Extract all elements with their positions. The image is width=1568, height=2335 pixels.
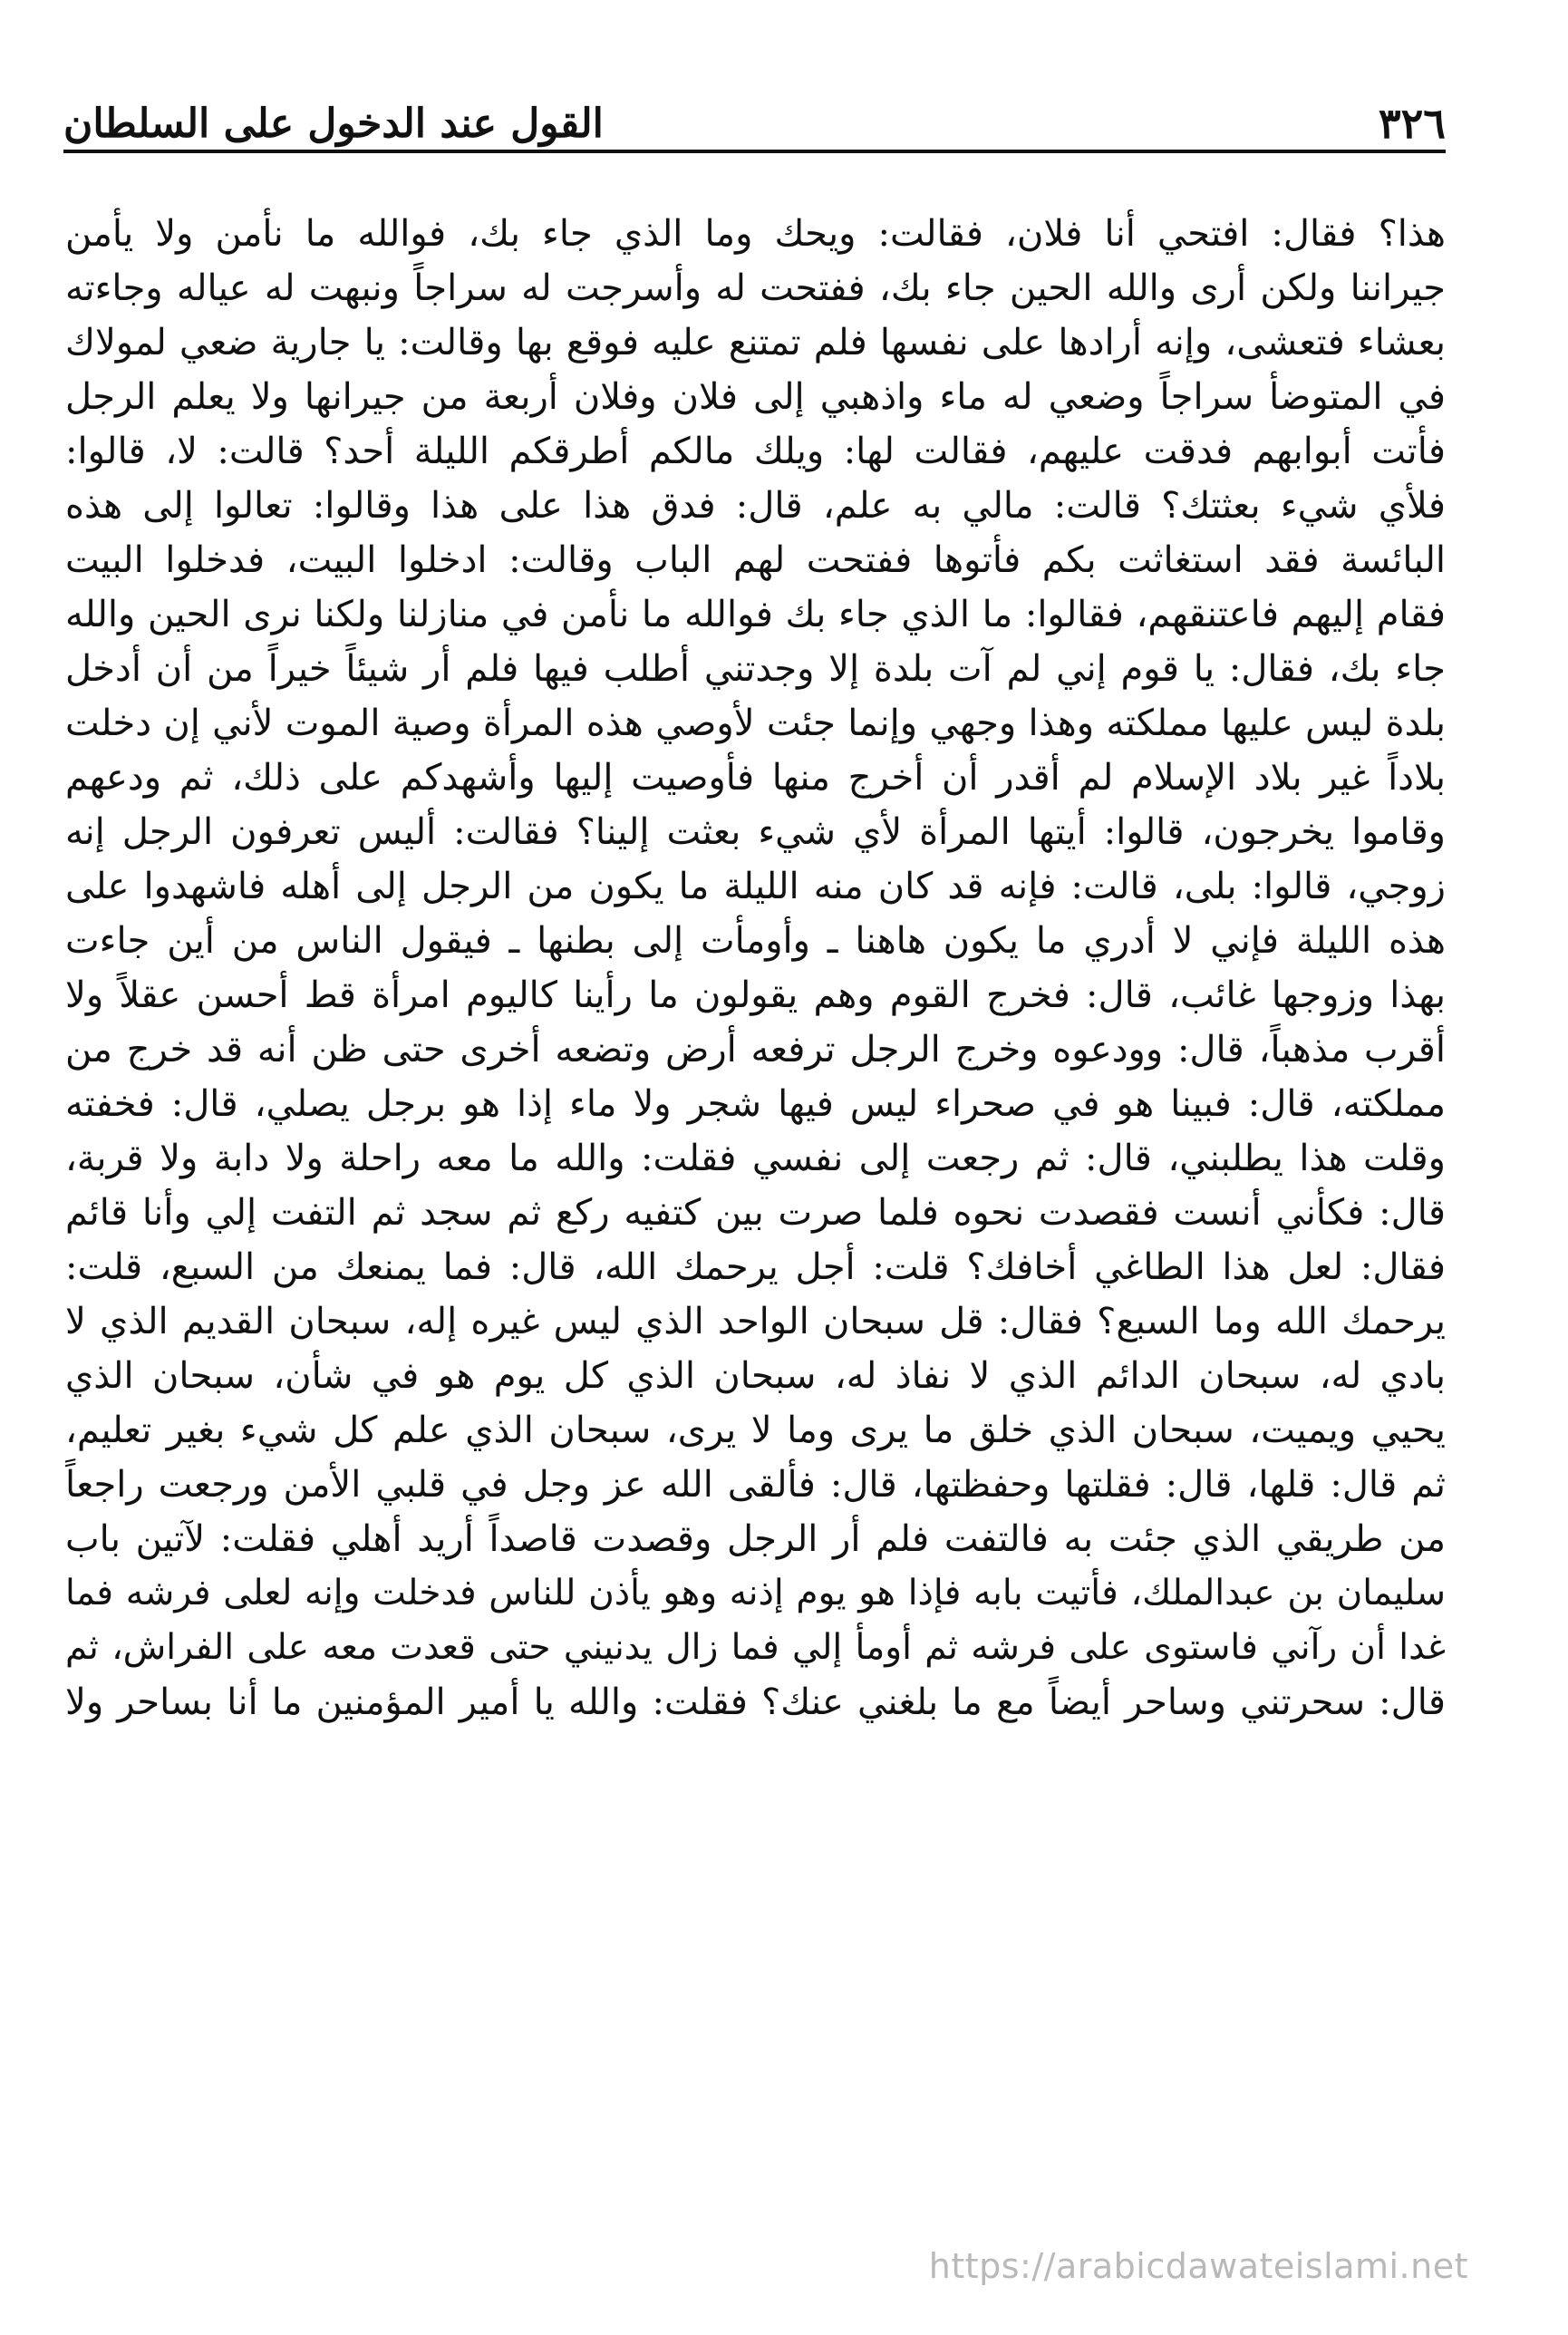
running-title: القول عند الدخول على السلطان <box>63 101 604 147</box>
text-line: مملكته، قال: فبينا هو في صحراء ليس فيها شجر ولا ماء إذا هو برجل يصلي، قال: فخفته <box>65 1083 1446 1125</box>
text-line: يحيي ويميت، سبحان الذي خلق ما يرى وما لا يرى، سبحان الذي علم كل شيء بغير تعليم، <box>65 1410 1446 1451</box>
text-line: يرحمك الله وما السبع؟ فقال: قل سبحان الواحد الذي ليس غيره إله، سبحان القديم الذي لا <box>65 1301 1446 1342</box>
text-line: بلدة ليس عليها مملكته وهذا وجهي وإنما جئت لأوصي هذه المرأة وصية الموت لأني إن دخلت <box>65 702 1446 744</box>
text-line: ثم قال: قلها، قال: فقلتها وحفظتها، قال: فألقى الله عز وجل في قلبي الأمن ورجعت راجعاً <box>65 1464 1446 1506</box>
text-line: فلأي شيء بعثتك؟ قالت: مالي به علم، قال: فدق هذا على هذا وقالوا: تعالوا إلى هذه <box>65 485 1446 527</box>
text-line: من طريقي الذي جئت به فالتفت فلم أر الرجل وقصدت قاصداً أريد أهلي فقلت: لآتين باب <box>65 1518 1446 1560</box>
text-line: سليمان بن عبدالملك، فأتيت بابه فإذا هو يوم إذنه وهو يأذن للناس فدخلت وإنه لعلى فرشه فما <box>65 1573 1446 1613</box>
text-line: هذا؟ فقال: افتحي أنا فلان، فقالت: ويحك وما الذي جاء بك، فوالله ما نأمن ولا يأمن <box>65 213 1446 255</box>
text-line: وقاموا يخرجون، قالوا: أيتها المرأة لأي شيء بعثت إلينا؟ فقالت: أليس تعرفون الرجل إنه <box>65 811 1446 853</box>
text-line: بعشاء فتعشى، وإنه أرادها على نفسها فلم تمتنع عليه فوقع بها وقالت: يا جارية ضعي لمولاك <box>65 322 1446 363</box>
text-line: بادي له، سبحان الدائم الذي لا نفاذ له، سبحان الذي كل يوم هو في شأن، سبحان الذي <box>65 1355 1446 1397</box>
text-line: جاء بك، فقال: يا قوم إني لم آت بلدة إلا وجدتني أطلب فيها فلم أر شيئاً خيراً من أن أدخل <box>65 648 1446 690</box>
text-line: قال: فكأني أنست فقصدت نحوه فلما صرت بين كتفيه ركع ثم سجد ثم التفت إلي وأنا قائم <box>65 1192 1446 1234</box>
text-line: بهذا وزوجها غائب، قال: فخرج القوم وهم يقولون ما رأينا كاليوم امرأة قط أحسن عقلاً ولا <box>65 974 1446 1016</box>
page-number: ٣٢٦ <box>1378 99 1446 148</box>
text-line: بلاداً غير بلاد الإسلام لم أقدر أن أخرج منها فأوصيت إليها وأشهدكم على ذلك، ثم ودعهم <box>65 757 1446 799</box>
text-line: هذه الليلة فإني لا أدري ما يكون هاهنا ـ وأومأت إلى بطنها ـ فيقول الناس من أين جاءت <box>65 920 1446 962</box>
body-text <box>65 207 1446 1729</box>
text-line: في المتوضأ سراجاً وضعي له ماء واذهبي إلى فلان وفلان أربعة من جيرانها ولا يعلم الرجل <box>65 376 1446 418</box>
text-line: وقلت هذا يطلبني، قال: ثم رجعت إلى نفسي فقلت: والله ما معه راحلة ولا دابة ولا قربة، <box>65 1138 1446 1179</box>
text-line: البائسة فقد استغاثت بكم فأتوها ففتحت لهم الباب وقالت: ادخلوا البيت، فدخلوا البيت <box>65 539 1446 581</box>
text-line: فقال: لعل هذا الطاغي أخافك؟ قلت: أجل يرحمك الله، قال: فما يمنعك من السبع، قلت: <box>65 1246 1446 1288</box>
text-line: أقرب مذهباً، قال: وودعوه وخرج الرجل ترفعه أرض وتضعه أخرى حتى ظن أنه قد خرج من <box>65 1029 1446 1071</box>
text-line: غدا أن رآني فاستوى على فرشه ثم أومأ إلي فما زال يدنيني حتى قعدت معه على الفراش، ثم <box>65 1627 1446 1668</box>
header-rule <box>63 150 1446 153</box>
watermark: https://arabicdawateislami.net <box>928 2246 1468 2286</box>
text-line: فقام إليهم فاعتنقهم، فقالوا: ما الذي جاء بك فوالله ما نأمن في منازلنا ولكنا نرى الحين والله <box>65 594 1446 635</box>
page-header <box>63 86 1446 150</box>
text-line: جيراننا ولكن أرى والله الحين جاء بك، ففتحت له وأسرجت له سراجاً ونبهت له عياله وجاءته <box>65 267 1446 309</box>
text-line: زوجي، قالوا: بلى، قالت: فإنه قد كان منه الليلة ما يكون من الرجل إلى أهله فاشهدوا على <box>65 866 1446 907</box>
text-line: فأتت أبوابهم فدقت عليهم، فقالت لها: ويلك مالكم أطرقكم الليلة أحد؟ قالت: لا، قالوا: <box>65 431 1446 472</box>
text-line: قال: سحرتني وساحر أيضاً مع ما بلغني عنك؟ فقلت: والله يا أمير المؤمنين ما أنا بساحر ولا <box>65 1681 1446 1723</box>
